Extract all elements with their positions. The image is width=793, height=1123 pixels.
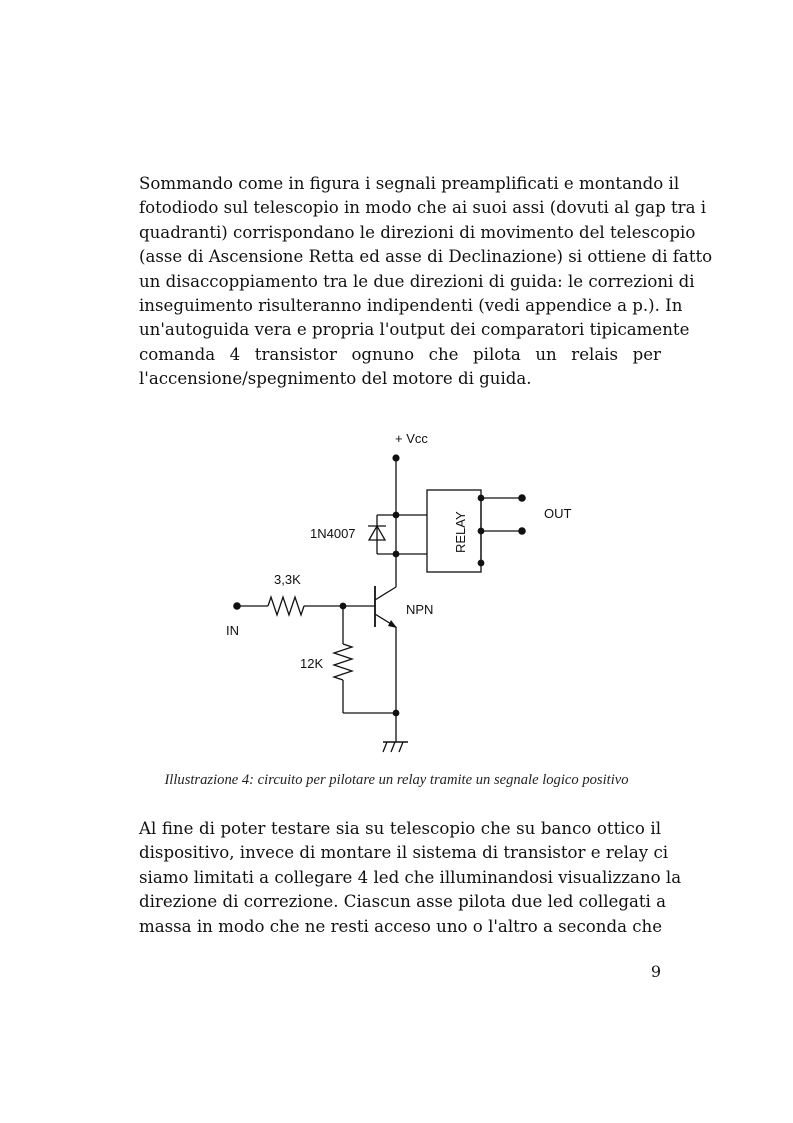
body-paragraph-2 (139, 817, 682, 939)
text-line: fotodiodo sul telescopio in modo che ai suoi assi (dovuti al gap tra i (139, 198, 707, 218)
text-line: massa in modo che ne resti acceso uno o l'altro a seconda che (139, 916, 663, 936)
resistor-pulldown-label: 12K (300, 656, 324, 671)
resistor-base-label: 3,3K (274, 572, 301, 587)
vcc-label: + Vcc (395, 431, 428, 446)
diode-label: 1N4007 (310, 526, 356, 541)
text-line: direzione di correzione. Ciascun asse pilota due led collegati a (139, 892, 667, 912)
text-line: comanda 4 transistor ognuno che pilota un relais per (139, 344, 661, 364)
text-line: l'accensione/spegnimento del motore di guida. (139, 369, 532, 389)
text-line: un disaccoppiamento tra le due direzioni di guida: le correzioni di (139, 271, 695, 291)
body-paragraph-1 (139, 172, 713, 392)
relay-driver-circuit (0, 420, 793, 765)
text-line: quadranti) corrispondano le direzioni di movimento del telescopio (139, 222, 696, 242)
text-line: Al fine di poter testare sia su telescopio che su banco ottico il (139, 819, 661, 838)
text-line: inseguimento risulteranno indipendenti (vedi appendice a p.). In (139, 296, 683, 316)
out-label: OUT (544, 506, 572, 521)
text-line: siamo limitati a collegare 4 led che illuminandosi visualizzano la (139, 867, 682, 887)
figure-caption: Illustrazione 4: circuito per pilotare un relay tramite un segnale logico positivo (164, 772, 629, 788)
transistor-label: NPN (406, 602, 434, 617)
text-line: dispositivo, invece di montare il sistema di transistor e relay ci (139, 843, 669, 863)
text-line: Sommando come in figura i segnali preamplificati e montando il (139, 174, 680, 193)
text-line: (asse di Ascensione Retta ed asse di Declinazione) si ottiene di fatto (139, 247, 713, 267)
page-number: 9 (650, 962, 661, 981)
input-label: IN (226, 623, 239, 638)
relay-label: RELAY (453, 511, 468, 553)
text-line: un'autoguida vera e propria l'output dei comparatori tipicamente (139, 320, 690, 340)
